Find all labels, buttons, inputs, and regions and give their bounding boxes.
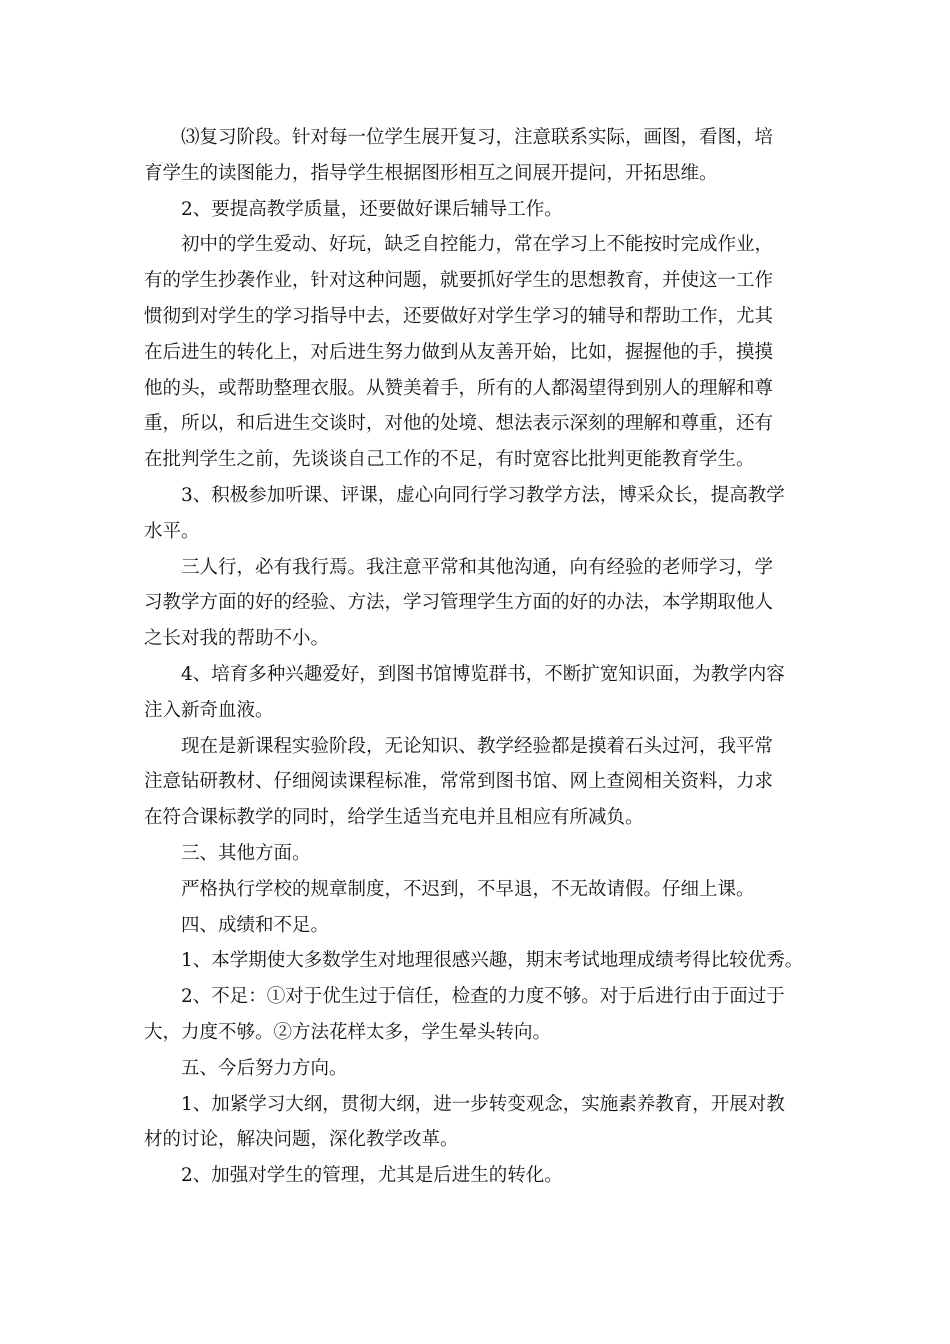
paragraph-shortcomings xyxy=(144,979,810,1051)
text-line: 他的头，或帮助整理衣服。从赞美着手，所有的人都渴望得到别人的理解和尊 xyxy=(144,377,774,399)
text-line: 4、培育多种兴趣爱好，到图书馆博览群书，不断扩宽知识面，为教学内容 xyxy=(181,663,785,685)
text-line: 严格执行学校的规章制度，不迟到，不早退，不无故请假。仔细上课。 xyxy=(181,878,755,900)
text-line: 水平。 xyxy=(144,520,200,542)
text-line: 在符合课标教学的同时，给学生适当充电并且相应有所减负。 xyxy=(144,807,644,829)
text-line: 在批判学生之前，先谈谈自己工作的不足，有时宽容比批判更能教育学生。 xyxy=(144,449,755,471)
section-heading-results xyxy=(144,908,810,944)
text-line: 注意钻研教材、仔细阅读课程标准，常常到图书馆、网上查阅相关资料，力求 xyxy=(144,771,774,793)
paragraph-heading-tutoring xyxy=(144,192,810,228)
text-line: 2、加强对学生的管理，尤其是后进生的转化。 xyxy=(181,1165,563,1187)
text-line: 初中的学生爱动、好玩，缺乏自控能力，常在学习上不能按时完成作业， xyxy=(181,234,774,256)
text-line: 有的学生抄袭作业，针对这种问题，就要抓好学生的思想教育，并使这一工作 xyxy=(144,270,774,292)
text-line: 育学生的读图能力，指导学生根据图形相互之间展开提问，开拓思维。 xyxy=(144,162,718,184)
text-line: 三、其他方面。 xyxy=(181,842,311,864)
text-line: 重，所以，和后进生交谈时，对他的处境、想法表示深刻的理解和尊重，还有 xyxy=(144,413,774,435)
paragraph-future-one xyxy=(144,1087,810,1159)
paragraph-peer-learning xyxy=(144,550,810,657)
paragraph-heading-interests xyxy=(144,657,810,729)
text-line: 习教学方面的好的经验、方法，学习管理学生方面的好的办法，本学期取他人 xyxy=(144,592,774,614)
text-line: 在后进生的转化上，对后进生努力做到从友善开始，比如，握握他的手，摸摸 xyxy=(144,341,774,363)
paragraph-student-guidance xyxy=(144,227,810,478)
text-line: ⑶复习阶段。针对每一位学生展开复习，注意联系实际，画图，看图，培 xyxy=(181,127,774,148)
text-line: 大，力度不够。②方法花样太多，学生晕头转向。 xyxy=(144,1021,552,1043)
paragraph-heading-observation xyxy=(144,478,810,550)
text-line: 之长对我的帮助不小。 xyxy=(144,628,330,650)
text-line: 注入新奇血液。 xyxy=(144,699,274,721)
paragraph-review-stage xyxy=(144,120,810,192)
text-line: 现在是新课程实验阶段，无论知识、教学经验都是摸着石头过河，我平常 xyxy=(181,735,774,757)
document-body xyxy=(144,120,810,1194)
paragraph-future-two xyxy=(144,1158,810,1194)
text-line: 1、本学期使大多数学生对地理很感兴趣，期末考试地理成绩考得比较优秀。 xyxy=(181,950,804,972)
paragraph-new-curriculum xyxy=(144,729,810,836)
paragraph-rules xyxy=(144,872,810,908)
text-line: 2、要提高教学质量，还要做好课后辅导工作。 xyxy=(181,198,563,220)
text-line: 1、加紧学习大纲，贯彻大纲，进一步转变观念，实施素养教育，开展对教 xyxy=(181,1093,785,1115)
text-line: 3、积极参加听课、评课，虚心向同行学习教学方法，博采众长，提高教学 xyxy=(181,484,785,506)
text-line: 2、不足：①对于优生过于信任，检查的力度不够。对于后进行由于面过于 xyxy=(181,986,785,1008)
text-line: 四、成绩和不足。 xyxy=(181,914,330,936)
section-heading-other xyxy=(144,836,810,872)
text-line: 五、今后努力方向。 xyxy=(181,1057,348,1079)
paragraph-achievement xyxy=(144,943,810,979)
text-line: 惯彻到对学生的学习指导中去，还要做好对学生学习的辅导和帮助工作，尤其 xyxy=(144,305,774,327)
text-line: 材的讨论，解决问题，深化教学改革。 xyxy=(144,1129,459,1151)
text-line: 三人行，必有我行焉。我注意平常和其他沟通，向有经验的老师学习，学 xyxy=(181,556,774,578)
section-heading-future xyxy=(144,1051,810,1087)
